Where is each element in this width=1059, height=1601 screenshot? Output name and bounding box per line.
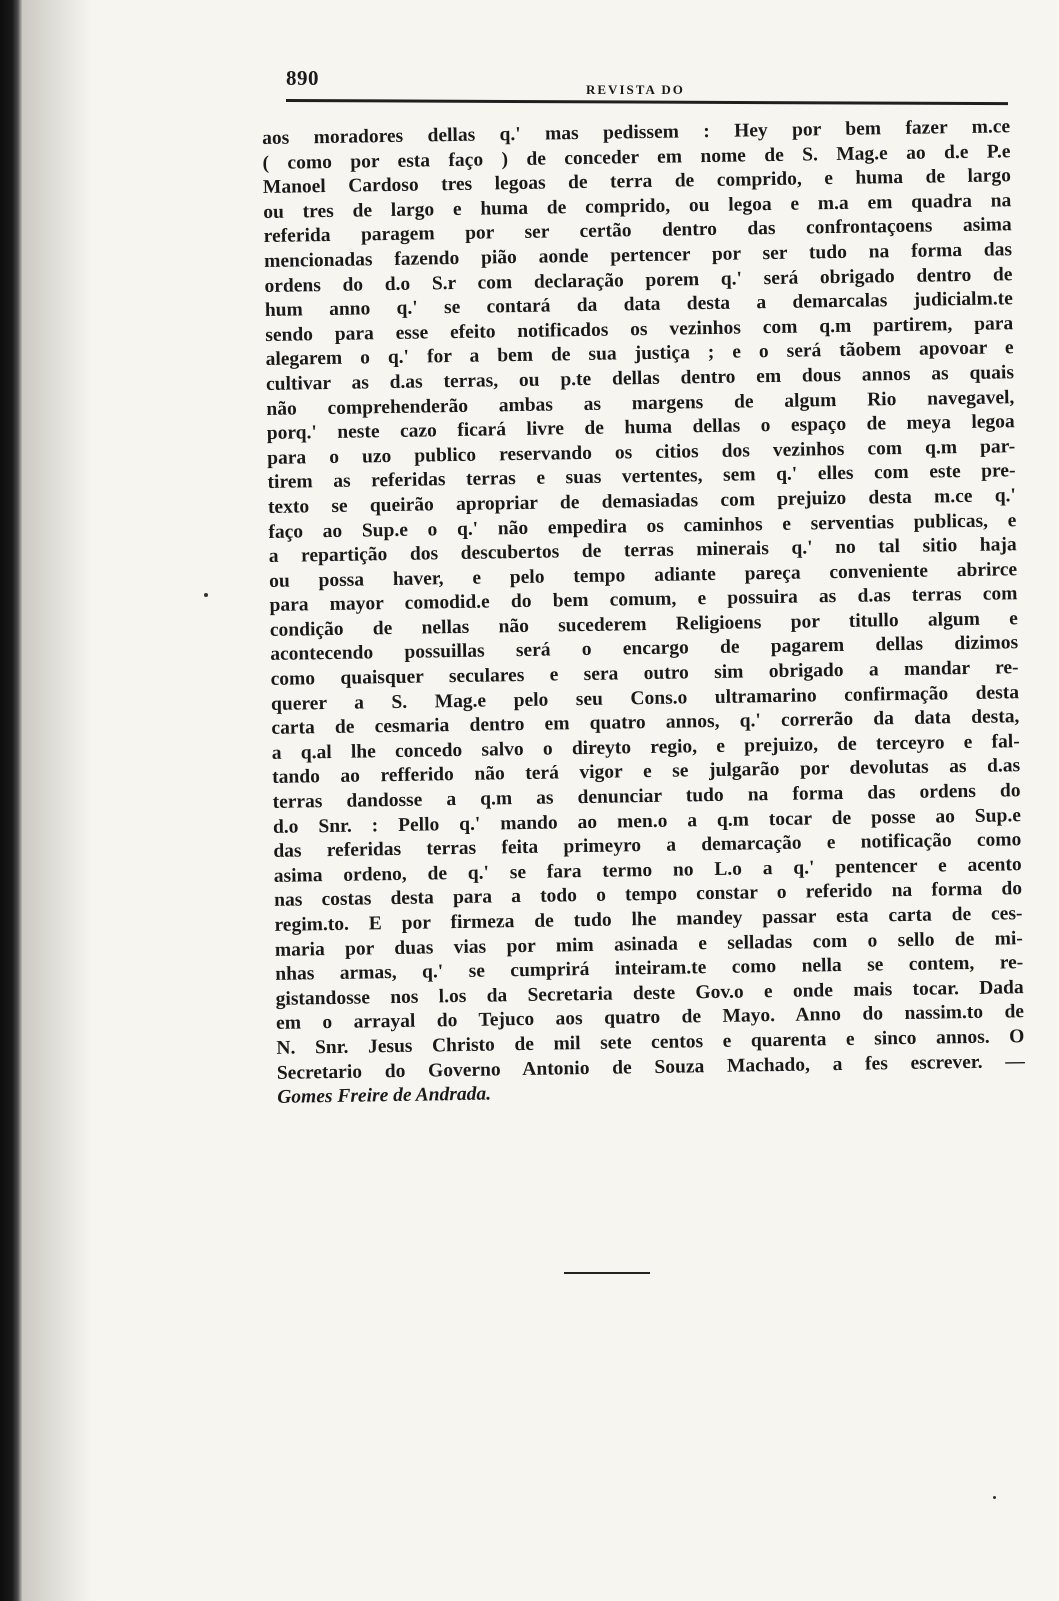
body-text xyxy=(262,115,1025,1110)
text-line: Secretario do Governo Antonio de Souza Machado, a fes escrever. — xyxy=(276,1050,1025,1084)
running-head xyxy=(286,66,1006,96)
text-line: tirem as referidas terras e suas vertentes, sem q.' elles com este pre- xyxy=(267,460,1016,494)
text-line: regim.to. E por firmeza de tudo lhe mandey passar esta carta de ces- xyxy=(274,903,1023,936)
text-line: faço ao Sup.e o q.' não empedira os caminhos e serventias publicas, e xyxy=(268,509,1017,543)
text-line: ( como por esta faço ) de conceder em nome de S. Mag.e ao d.e P.e xyxy=(262,140,1011,174)
text-line: a repartição dos descubertos de terras minerais q.' no tal sitio haja xyxy=(268,534,1017,568)
text-line: asima ordeno, de q.' se fara termo no L.o a q.' pentencer e acento xyxy=(273,853,1022,887)
text-line: d.o Snr. : Pello q.' mando ao men.o a q.m tocar de posse ao Sup.e xyxy=(272,804,1022,838)
header-rule xyxy=(286,99,1008,105)
text-line: maria por duas vias por mim asinada e selladas com o sello de mi- xyxy=(274,927,1024,961)
text-line: N. Snr. Jesus Christo de mil sete centos e quarenta e sinco annos. O xyxy=(276,1026,1025,1059)
text-line: a q.al lhe concedo salvo o direyto regio, e prejuizo, de terceyro e fal- xyxy=(271,731,1020,764)
text-line: nas costas desta para a todo o tempo constar o referido na forma do xyxy=(273,878,1023,912)
text-line: para mayor comodid.e do bem comum, e possuira as d.as terras com xyxy=(269,583,1018,617)
page-number: 890 xyxy=(286,66,319,90)
scan-speck xyxy=(993,1496,996,1499)
text-line: como quaisquer seculares e sera outro sim obrigado a mandar re- xyxy=(270,657,1019,690)
text-line: Manoel Cardoso tres legoas de terra de comprido, e huma de largo xyxy=(262,165,1012,199)
text-line: nhas armas, q.' se cumprirá inteiram.te como nella se contem, re- xyxy=(275,952,1024,986)
text-line: texto se queirão apropriar de demasiadas com prejuizo desta m.ce q.' xyxy=(267,485,1017,518)
scan-speck xyxy=(204,593,208,597)
text-line: alegarem o q.' for a bem de sua justiça ; e o será tãobem apovoar e xyxy=(265,337,1014,371)
text-line: hum anno q.' se contará da data desta a demarcalas judicialm.te xyxy=(264,288,1013,322)
journal-title: REVISTA DO xyxy=(586,82,685,97)
text-line: cultivar as d.as terras, ou p.te dellas dentro em dous annos as quais xyxy=(265,362,1015,395)
text-line: para o uzo publico reservando os citios dos vezinhos com q.m par- xyxy=(267,435,1016,469)
text-line: em o arrayal do Tejuco aos quatro de Mayo. Anno do nassim.to de xyxy=(275,1001,1025,1035)
text-line: querer a S. Mag.e pelo seu Cons.o ultramarino confirmação desta xyxy=(270,681,1020,715)
end-rule xyxy=(564,1272,650,1274)
text-line: não comprehenderão ambas as margens de algum Rio navegavel, xyxy=(266,386,1015,420)
text-line: referida paragem por ser certão dentro das confrontaçoens asima xyxy=(263,214,1012,248)
text-line: tando ao refferido não terá vigor e se julgarão por devolutas as d.as xyxy=(272,755,1021,789)
text-line: acontecendo possuillas será o encargo de pagarem dellas dizimos xyxy=(270,632,1019,666)
text-line: carta de cesmaria dentro em quatro annos, q.' correrão da data desta, xyxy=(271,706,1020,740)
text-line: aos moradores dellas q.' mas pedissem : Hey por bem fazer m.ce xyxy=(262,116,1011,149)
text-line: ou tres de largo e huma de comprido, ou legoa e m.a em quadra na xyxy=(263,190,1012,223)
text-line: sendo para esse efeito notificados os vezinhos com q.m partirem, para xyxy=(265,312,1014,346)
text-line: Gomes Freire de Andrada. xyxy=(277,1083,492,1109)
text-line: terras dandosse a q.m as denunciar tudo na forma das ordens do xyxy=(272,780,1021,813)
text-line: ordens do d.o S.r com declaração porem q.' será obrigado dentro de xyxy=(264,263,1013,297)
text-line: das referidas terras feita primeyro a demarcação e notificação como xyxy=(273,829,1022,863)
text-line: condição de nellas não sucederem Religioens por titullo algum e xyxy=(269,608,1018,641)
text-line: ou possa haver, e pelo tempo adiante pareça conveniente abrirce xyxy=(268,558,1018,592)
text-line: porq.' neste cazo ficará livre de huma dellas o espaço de meya legoa xyxy=(266,411,1015,445)
text-line: gistandosse nos l.os da Secretaria deste Gov.o e onde mais tocar. Dada xyxy=(275,976,1024,1010)
text-line: mencionadas fazendo pião aonde pertencer por ser tudo na forma das xyxy=(263,239,1013,272)
